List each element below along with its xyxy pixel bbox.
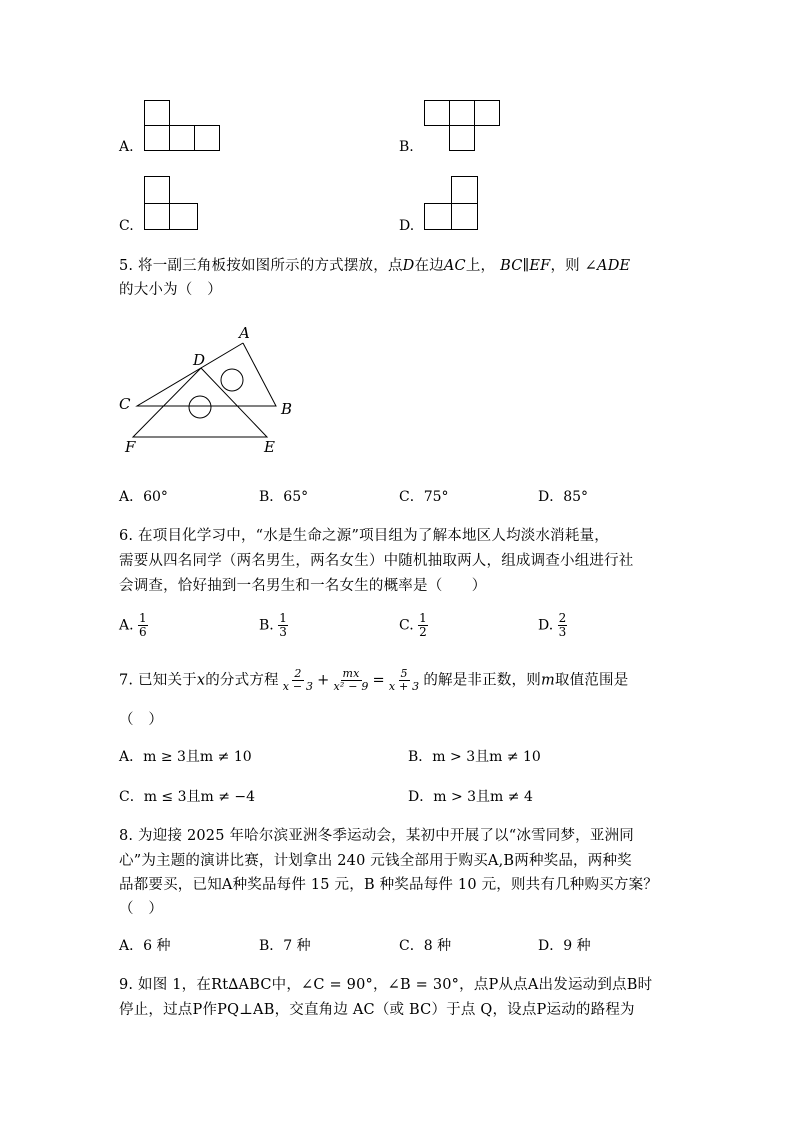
q5-option-d: D．85° [538,489,589,505]
fraction [278,612,288,639]
q7-var-m: m [540,672,555,689]
q6-option-d [538,612,567,639]
q7-plus: + [317,672,330,689]
q5-text: ，则 [550,258,580,274]
label-c: C [119,395,131,413]
ruler-hole-upper [221,369,243,391]
fraction-den: x² − 9 [333,680,369,693]
fraction-den: x − 3 [282,680,314,693]
q7-fraction-1 [281,668,315,693]
fraction-den: 3 [558,625,567,639]
q4-option-b-letter: B. [399,139,414,155]
grid-shape-b-icon [424,100,504,154]
fraction-num: 1 [139,611,147,625]
q9-stem-line2: 停止，过点P作PQ⊥AB，交直角边 AC（或 BC）于点 Q，设点P运动的路程为 [119,1002,635,1018]
q8-option-b: B．7 种 [259,938,311,954]
q4-option-c-letter: C. [119,218,134,234]
fraction-num: 2 [558,611,567,625]
q5-option-a: A．60° [119,489,168,505]
q9-stem-line1: 9. 如图 1，在Rt∆ABC中，∠C = 90°，∠B = 30°，点P从点A出发运动到点B时 [119,977,653,993]
label-b: B [281,400,293,418]
q7-option-d: D．m > 3且m ≠ 4 [408,789,533,805]
q8-stem-line4: （ ） [119,901,164,917]
q7-option-c: C．m ≤ 3且m ≠ −4 [119,789,256,805]
q7-fraction-2 [332,668,371,693]
q7-var-x: x [196,672,206,689]
fraction-num: 2 [294,667,302,680]
q8-option-a: A．6 种 [119,938,171,954]
q5-text: 在边 [414,258,444,274]
fraction-num: 1 [279,611,287,625]
q8-stem-line1: 8. 为迎接 2025 年哈尔滨亚洲冬季运动会，某初中开展了以“冰雪同梦，亚洲同 [119,828,634,844]
q5-var-ac: AC [443,258,466,274]
q7-fraction-3 [387,668,421,693]
q6-option-letter: B. [259,617,274,634]
triangle-rulers-figure [110,320,310,460]
fraction [418,612,428,639]
q8-option-d: D．9 种 [538,938,591,954]
q8-stem-line2: 心”为主题的演讲比赛，计划拿出 240 元钱全部用于购买A,B两种奖品，两种奖 [119,853,632,869]
q5-var-d: D [402,258,415,274]
q7-text: 取值范围是 [554,672,629,689]
fraction [138,612,148,639]
q5-expr-angle: ∠ADE [584,258,631,274]
q7-stem-line2: （ ） [119,712,164,728]
q7-stem-line1 [119,668,628,693]
q6-option-b [259,612,288,639]
fraction-den: 2 [419,625,427,639]
q4-option-a-letter: A. [119,139,134,155]
q5-expr-parallel: BC∥EF [500,258,551,274]
q7-text: 的解是非正数，则 [423,672,541,689]
q6-option-letter: A. [119,617,134,634]
q6-stem-line1: 6. 在项目化学习中，“水是生命之源”项目组为了解本地区人均淡水消耗量， [119,528,609,544]
q6-option-c [399,612,428,639]
q7-equals: = [372,672,385,689]
grid-shape-d-icon [424,176,480,232]
ruler-hole-lower [189,396,211,418]
grid-shape-c-icon [144,176,200,232]
fraction-num: 5 [400,667,408,680]
q7-option-b: B．m > 3且m ≠ 10 [408,749,541,765]
q8-stem-line3: 品都要买，已知A种奖品每件 15 元，B 种奖品每件 10 元，则共有几种购买方案？ [119,877,658,893]
q6-option-letter: C. [399,617,414,634]
fraction-den: 3 [279,625,287,639]
q5-text: 上， [465,258,496,274]
q5-stem-line1 [119,254,630,275]
grid-shape-a-icon [144,100,224,154]
q6-stem-line3: 会调查，恰好抽到一名男生和一名女生的概率是（ ） [119,578,487,594]
q6-option-a [119,612,148,639]
fraction-num: 1 [419,611,427,625]
triangle-def [133,368,267,437]
q5-stem-line2: 的大小为（ ） [119,282,222,298]
label-a: A [239,324,250,342]
label-d: D [193,351,206,369]
q7-text: 7. 已知关于 [119,672,197,689]
q7-option-a: A．m ≥ 3且m ≠ 10 [119,749,252,765]
fraction-num: mx [342,667,360,680]
q5-option-b: B．65° [259,489,309,505]
q6-option-letter: D. [538,617,554,634]
q8-option-c: C．8 种 [399,938,452,954]
label-e: E [264,438,275,456]
q5-text: 5. 将一副三角板按如图所示的方式摆放，点 [119,258,403,274]
fraction [558,612,568,639]
fraction-den: x + 3 [388,680,420,693]
q5-option-c: C．75° [399,489,449,505]
label-f: F [125,438,136,456]
fraction-den: 6 [139,625,147,639]
q7-text: 的分式方程 [205,672,279,689]
q4-option-d-letter: D. [399,218,415,234]
q6-stem-line2: 需要从四名同学（两名男生，两名女生）中随机抽取两人，组成调查小组进行社 [119,553,634,569]
triangle-acb [137,343,276,406]
